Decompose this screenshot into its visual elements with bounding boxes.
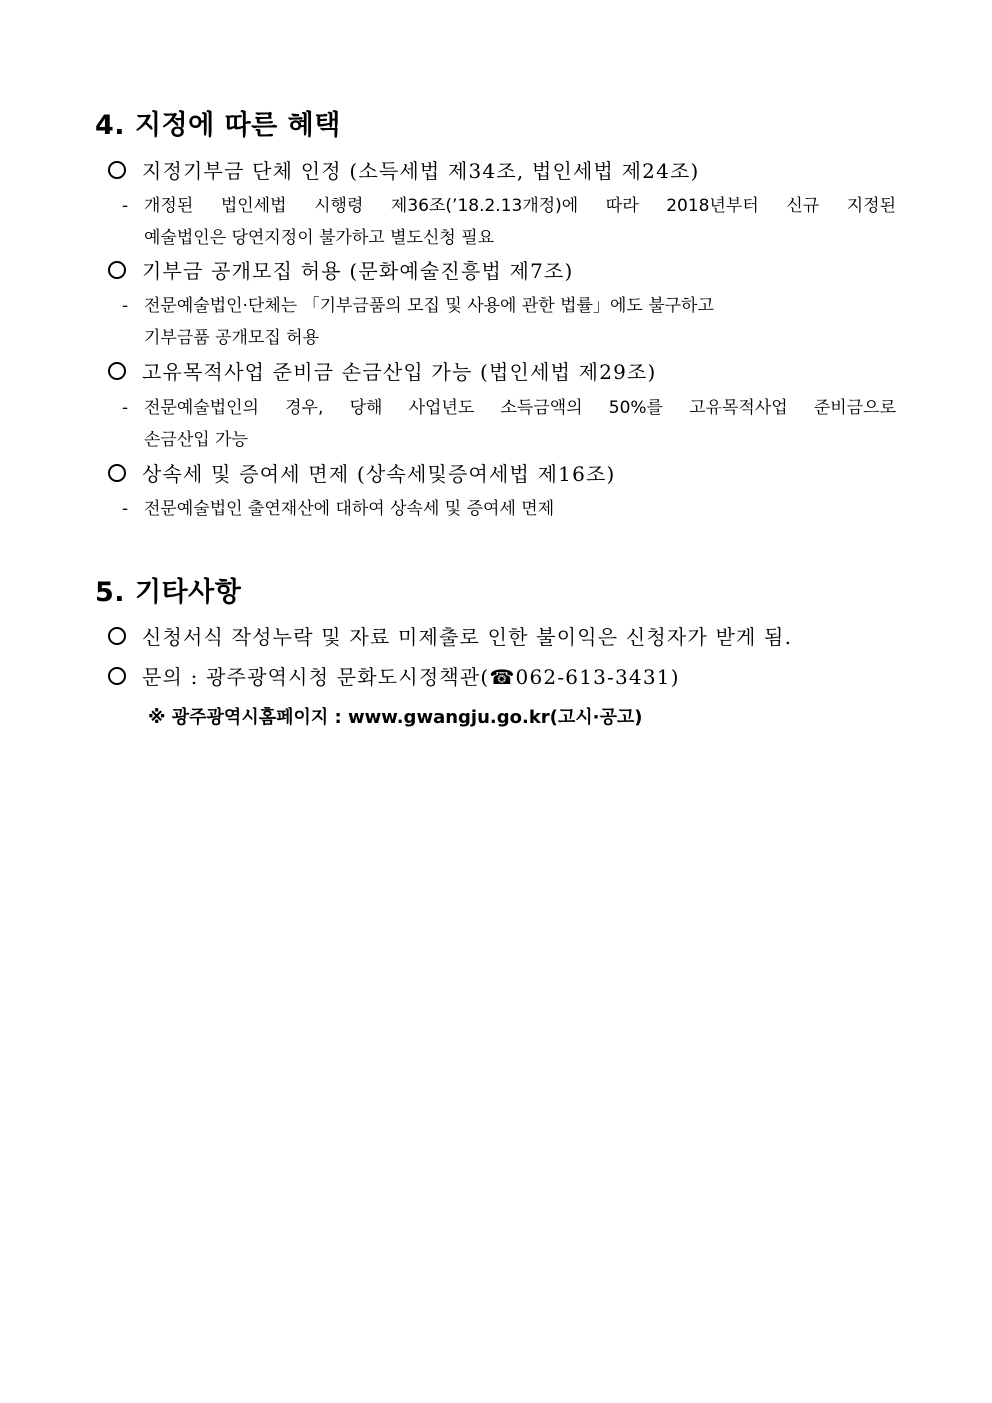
dash: - [122,499,129,519]
bullet-text: 고유목적사업 준비금 손금산입 가능 (법인세법 제29조) [142,360,657,384]
sub-line [122,493,896,525]
sub-item [122,190,896,254]
bullet-item [108,256,896,286]
sub-line-continued: 기부금품 공개모집 허용 [144,328,320,348]
telephone-icon: ☎ [489,665,516,689]
bullet-item [108,156,896,186]
bullet-item [108,662,896,692]
hollow-circle-bullet-icon [108,362,126,380]
hollow-circle-bullet-icon [108,464,126,482]
sub-text: 전문예술법인·단체는 「기부금품의 모집 및 사용에 관한 법률」에도 불구하고 [144,296,714,316]
hollow-circle-bullet-icon [108,667,126,685]
dash: - [122,296,129,316]
sub-text: 전문예술법인 출연재산에 대하여 상속세 및 증여세 면제 [144,499,555,519]
dash: - [122,398,129,418]
sub-text: 개정된 법인세법 시행령 제36조(’18.2.13개정)에 따라 2018년부터 신규 지정된 [144,196,896,216]
sub-item [122,392,896,456]
sub-line [122,190,896,222]
bullet-item [108,622,896,652]
section-5-title: 5. 기타사항 [95,577,242,608]
sub-item [122,493,896,525]
bullet-text: 신청서식 작성누락 및 자료 미제출로 인한 불이익은 신청자가 받게 됨. [142,625,793,649]
bullet-text: 문의 : 광주광역시청 문화도시정책관( [142,665,490,689]
hollow-circle-bullet-icon [108,627,126,645]
bullet-text: 지정기부금 단체 인정 (소득세법 제34조, 법인세법 제24조) [142,159,700,183]
bullet-text: 상속세 및 증여세 면제 (상속세및증여세법 제16조) [142,462,616,486]
hollow-circle-bullet-icon [108,261,126,279]
bullet-item [108,459,896,489]
section-4-title: 4. 지정에 따른 혜택 [95,110,341,141]
phone-number: 062-613-3431) [515,665,680,689]
sub-line [122,392,896,424]
sub-line-continued: 예술법인은 당연지정이 불가하고 별도신청 필요 [144,228,495,248]
sub-line [122,290,896,322]
hollow-circle-bullet-icon [108,161,126,179]
bullet-item [108,357,896,387]
sub-item [122,290,896,354]
homepage-note: ※ 광주광역시홈페이지 : www.gwangju.go.kr(고시·공고) [148,707,643,728]
bullet-text: 기부금 공개모집 허용 (문화예술진흥법 제7조) [142,259,574,283]
sub-text: 전문예술법인의 경우, 당해 사업년도 소득금액의 50%를 고유목적사업 준비금으로 [144,398,896,418]
dash: - [122,196,129,216]
sub-line-continued: 손금산입 가능 [144,430,248,450]
